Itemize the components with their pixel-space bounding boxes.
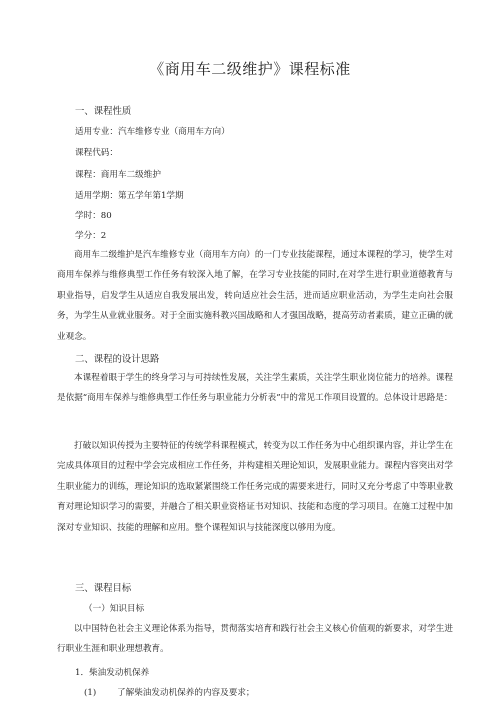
course-hours: 学时：80 [75, 211, 112, 221]
course-credits: 学分：2 [75, 231, 107, 241]
knowledge-goal-paragraph: 以中国特色社会主义理论体系为指导，贯彻落实培育和践行社会主义核心价值观的新要求，对学生进行职业生涯和职业理想教育。 [57, 624, 453, 655]
course-nature-paragraph: 商用车二级维护是汽车维修专业（商用车方向）的一门专业技能课程，通过本课程的学习，使学生对商用车保养与维修典型工作任务有较深入地了解，在学习专业技能的同时,在对学生进行职业道德教育与职业指导，启发学生从适应自我发展出发，转向适应社会生活，进而适应职业活动，为学生走向社会服务，为学生从业就业服务。对于全面实施科教兴国战略和人才强国战略，提高劳动者素质，建立正确的就业观念。 [57, 250, 453, 342]
section3-heading: 三、课程目标 [75, 583, 132, 594]
item-diesel-number: (1) [84, 688, 97, 698]
design-paragraph-2: 打破以知识传授为主要特征的传统学科课程模式，转变为以工作任务为中心组织课内容，并让学生在完成具体项目的过程中学会完成相应工作任务，并构建相关理论知识，发展职业能力。课程内容突出对学生职业能力的训练，理论知识的选取紧紧围绕工作任务完成的需要来进行，同时又充分考虑了中等职业教育对理论知识学习的需要，并融合了相关职业资格证书对知识、技能和态度的学习项目。在施工过程中加深对专业知识、技能的理解和应用。整个课程知识与技能深度以够用为度。 [57, 441, 453, 533]
course-name: 课程：商用车二级维护 [75, 170, 161, 180]
applicable-term: 适用学期：第五学年第1学期 [75, 191, 184, 201]
section1-heading: 一、课程性质 [75, 106, 132, 117]
applicable-major: 适用专业：汽车维修专业（商用车方向） [75, 127, 230, 137]
section2-heading: 二、课程的设计思路 [75, 354, 160, 365]
item-diesel-text: 了解柴油发动机保养的内容及要求； [117, 688, 255, 698]
item-diesel-maintenance: 1．柴油发动机保养 [75, 668, 150, 678]
document-title: 《商用车二级维护》课程标准 [149, 60, 351, 78]
course-code: 课程代码： [75, 148, 118, 158]
knowledge-goal-heading: （一）知识目标 [84, 604, 145, 614]
design-paragraph-1: 本课程着眼于学生的终身学习与可持续性发展，关注学生素质，关注学生职业岗位能力的培养。课程是依据“商用车保养与维修典型工作任务与职业能力分析表”中的常见工作项目设置的。总体设计思路是： [57, 373, 453, 404]
